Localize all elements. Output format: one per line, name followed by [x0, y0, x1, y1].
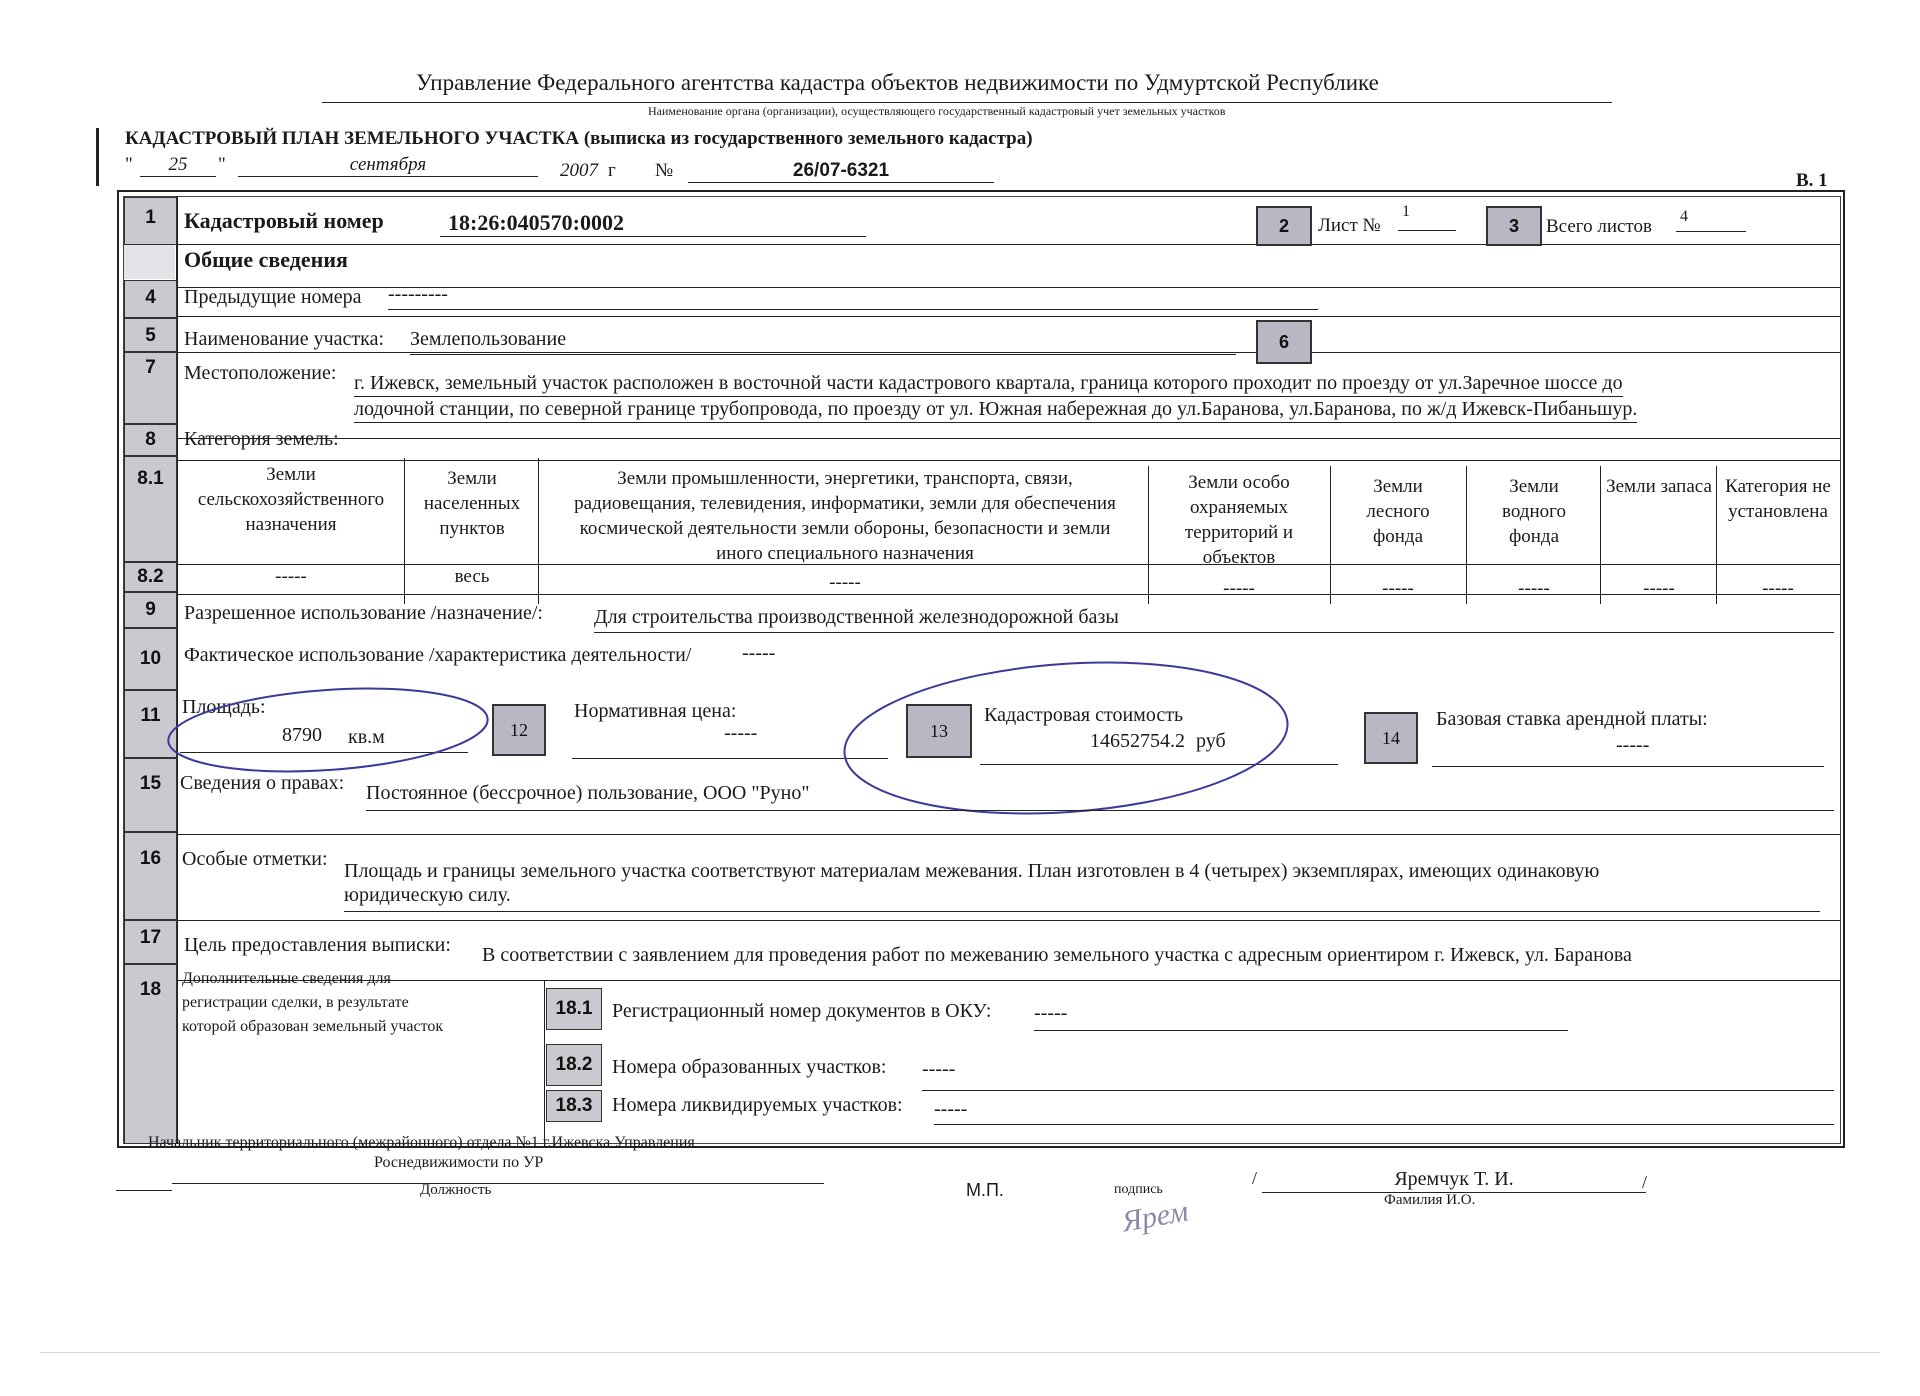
cadastral-number-value: 18:26:040570:0002 — [440, 210, 866, 237]
subsection-number: 18.2 — [546, 1044, 602, 1086]
category-agricultural: Земли сельскохозяйственного назначения — [197, 464, 385, 535]
row-number: 7 — [124, 352, 177, 424]
row-number: 15 — [124, 758, 177, 832]
row-number: 10 — [124, 628, 177, 690]
additional-info-label-3: которой образован земельный участок — [182, 1018, 444, 1035]
permitted-use-label: Разрешенное использование /назначение/: — [184, 602, 543, 624]
date-month: сентября — [238, 154, 538, 177]
category-protected: Земли особо охраняемых территорий и объектов — [1184, 472, 1294, 568]
row-number: 9 — [124, 592, 177, 628]
area-unit: кв.м — [348, 726, 385, 748]
category-divider — [1716, 466, 1717, 604]
official-position-line-1: Начальник территориального (межрайонного) отдела №1 г.Ижевска Управления — [148, 1134, 695, 1151]
category-value: ----- — [1382, 578, 1414, 599]
cadastral-value-amount: 14652754.2 — [1090, 730, 1185, 752]
form-code: В. 1 — [1796, 170, 1828, 191]
agency-underline — [322, 102, 1612, 103]
area-label: Площадь: — [182, 696, 266, 718]
category-value: ----- — [1643, 578, 1675, 599]
cadastral-value-label: Кадастровая стоимость — [984, 704, 1184, 726]
date-open-quote: " — [125, 154, 133, 175]
row-number: 18 — [124, 964, 177, 1144]
position-caption: Должность — [420, 1182, 492, 1198]
rights-label: Сведения о правах: — [180, 772, 345, 794]
previous-numbers-label: Предыдущие номера — [184, 286, 362, 308]
row-divider — [178, 834, 1840, 835]
category-settlements: Земли населенных пунктов — [423, 468, 521, 539]
pen-oval-area — [160, 678, 500, 782]
permitted-use-value: Для строительства производственной железнодорожной базы — [594, 606, 1834, 633]
sheet-number-value: 1 — [1398, 203, 1456, 231]
field-14-box: 14 — [1364, 712, 1418, 764]
additional-info-label-1: Дополнительные сведения для — [182, 970, 391, 987]
agency-name: Управление Федерального агентства кадастра объектов недвижимости по Удмуртской Республике — [416, 70, 1379, 95]
actual-use-value: ----- — [742, 642, 776, 664]
agency-caption: Наименование органа (организации), осуществляющего государственный кадастровый учет земельных участков — [648, 104, 1226, 118]
category-value: ----- — [829, 572, 861, 593]
category-value: весь — [454, 566, 490, 587]
additional-info-label-2: регистрации сделки, в результате — [182, 994, 409, 1011]
extract-purpose-label: Цель предоставления выписки: — [184, 934, 451, 956]
document-title: КАДАСТРОВЫЙ ПЛАН ЗЕМЕЛЬНОГО УЧАСТКА (выписка из государственного земельного кадастра) — [125, 128, 1033, 149]
row-divider — [178, 244, 1840, 245]
category-unset: Категория не установлена — [1725, 476, 1831, 522]
category-value: ----- — [1762, 578, 1794, 599]
location-line-1: г. Ижевск, земельный участок расположен в восточной части кадастрового квартала, граница которого проходит по проезду от ул.Заречное шоссе до — [354, 372, 1623, 397]
number-label: № — [655, 160, 674, 181]
row-divider — [178, 980, 1840, 981]
normative-price-label: Нормативная цена: — [574, 700, 737, 722]
liquidated-plots-label: Номера ликвидируемых участков: — [612, 1094, 903, 1116]
registration-number-label: Регистрационный номер документов в ОКУ: — [612, 1000, 992, 1022]
row-divider — [178, 460, 1840, 461]
row-divider — [178, 920, 1840, 921]
row-number: 1 — [124, 197, 177, 245]
subsection-number: 18.1 — [546, 988, 602, 1030]
cadastral-value-unit: руб — [1196, 730, 1226, 752]
row-number: 8 — [124, 424, 177, 456]
row-number: 8.2 — [124, 562, 177, 592]
signature-caption: подпись — [1114, 1182, 1163, 1197]
official-name: Яремчук Т. И. — [1262, 1168, 1646, 1193]
area-value: 8790 — [282, 724, 322, 746]
name-slash-right: / — [1642, 1172, 1648, 1192]
date-year-suffix: г — [608, 160, 616, 181]
category-water: Земли водного фонда — [1502, 476, 1566, 547]
total-sheets-label: Всего листов — [1546, 216, 1652, 237]
category-divider — [1466, 466, 1467, 604]
base-rent-value: ----- — [1616, 734, 1650, 756]
category-divider — [538, 458, 539, 604]
registration-number-value: ----- — [1034, 1002, 1568, 1031]
category-divider — [1148, 466, 1149, 604]
category-value: ----- — [1223, 578, 1255, 599]
row-number: 5 — [124, 318, 177, 352]
date-day: 25 — [140, 154, 216, 177]
document-number: 26/07-6321 — [688, 160, 994, 183]
page-bottom-rule — [40, 1352, 1880, 1353]
field-6-box: 6 — [1256, 320, 1312, 364]
left-margin-bar — [96, 128, 99, 186]
signature: Ярем — [1119, 1194, 1191, 1239]
subsection-number: 18.3 — [546, 1090, 602, 1122]
base-rent-underline — [1432, 766, 1824, 767]
position-underline — [172, 1183, 824, 1184]
sheet-number-box: 2 — [1256, 206, 1312, 246]
category-value: ----- — [275, 566, 307, 587]
extract-purpose-value: В соответствии с заявлением для проведения работ по межеванию земельного участка с адресным ориентиром г. Ижевск, ул. Баранова — [482, 944, 1632, 966]
actual-use-label: Фактическое использование /характеристика деятельности/ — [184, 644, 692, 666]
special-notes-line-1: Площадь и границы земельного участка соответствуют материалам межевания. План изготовлен в 4 (четырех) экземплярах, имеющих одинаковую — [344, 860, 1600, 882]
total-sheets-value: 4 — [1676, 208, 1746, 232]
formed-plots-value: ----- — [922, 1058, 1834, 1091]
name-caption: Фамилия И.О. — [1384, 1192, 1476, 1208]
location-label: Местоположение: — [184, 362, 337, 384]
sheet-number-label: Лист № — [1318, 215, 1381, 236]
total-sheets-box: 3 — [1486, 206, 1542, 246]
location-line-2: лодочной станции, по северной границе трубопровода, по проезду от ул. Южная набережная до ул.Баранова, ул.Баранова, по ж/д Ижевск-Пибаньшур. — [354, 398, 1637, 423]
rights-value: Постоянное (бессрочное) пользование, ООО "Руно" — [366, 782, 1834, 811]
category-reserve: Земли запаса — [1606, 476, 1712, 497]
row-number: 4 — [124, 280, 177, 318]
category-value: ----- — [1518, 578, 1550, 599]
field-13-box: 13 — [906, 704, 972, 758]
liquidated-plots-value: ----- — [934, 1098, 1834, 1125]
category-divider — [1330, 466, 1331, 604]
name-slash-left: / — [1252, 1168, 1258, 1188]
category-divider — [1600, 466, 1601, 604]
date-close-quote: " — [218, 154, 226, 175]
stamp-placeholder: М.П. — [966, 1180, 1004, 1200]
plot-name-value: Землепользование — [410, 328, 1236, 355]
official-position-line-2: Роснедвижимости по УР — [374, 1154, 544, 1171]
base-rent-label: Базовая ставка арендной платы: — [1436, 708, 1708, 730]
previous-numbers-value: --------- — [388, 283, 1318, 310]
special-notes-line-2: юридическую силу. — [344, 876, 1820, 912]
row-divider — [178, 438, 1840, 439]
plot-name-label: Наименование участка: — [184, 328, 384, 350]
category-forest: Земли лесного фонда — [1366, 476, 1430, 547]
date-year: 2007 — [560, 160, 598, 181]
cadastral-number-label: Кадастровый номер — [184, 208, 384, 233]
special-notes-label: Особые отметки: — [182, 848, 328, 870]
general-info-shade — [124, 245, 175, 279]
subsection-divider — [544, 980, 545, 1144]
row-number: 11 — [124, 690, 177, 758]
row-number: 17 — [124, 920, 177, 964]
general-info-title: Общие сведения — [184, 247, 348, 272]
land-category-label: Категория земель: — [184, 428, 339, 450]
row-number: 16 — [124, 832, 177, 920]
category-industry: Земли промышленности, энергетики, транспорта, связи, радиовещания, телевидения, информатики, земли для обеспечения космической деятельности земли обороны, безопасности и земли иного специального назначения — [574, 468, 1116, 564]
formed-plots-label: Номера образованных участков: — [612, 1056, 887, 1078]
field-12-box: 12 — [492, 704, 546, 756]
row-divider — [178, 316, 1840, 317]
position-underline-short — [116, 1190, 172, 1191]
normative-price-value: ----- — [724, 722, 758, 744]
row-number: 8.1 — [124, 456, 177, 562]
category-divider — [404, 458, 405, 604]
